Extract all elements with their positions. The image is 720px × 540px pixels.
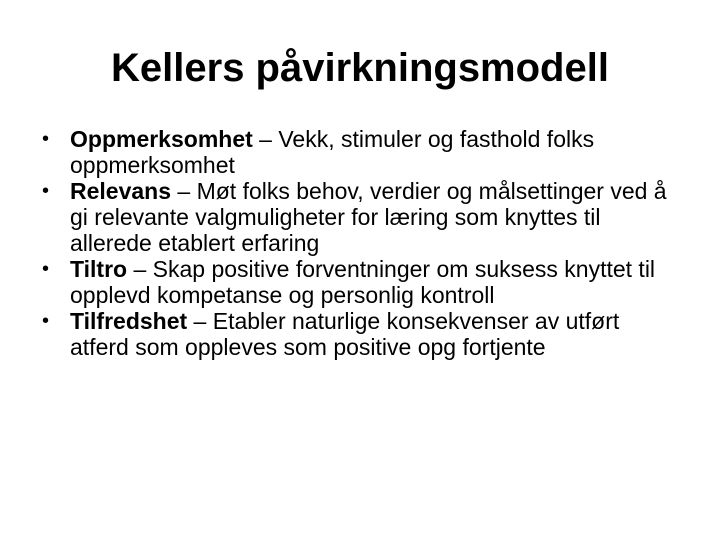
- bullet-text: – Møt folks behov, verdier og målsettinger ved å gi relevante valgmuligheter for læring som knyttes til allerede etablert erfaring: [70, 178, 667, 256]
- bullet-text: – Skap positive forventninger om suksess knyttet til opplevd kompetanse og personlig kontroll: [70, 256, 656, 308]
- bullet-item-relevans: [30, 178, 680, 256]
- bullet-list: [30, 126, 680, 360]
- bullet-item-tilfredshet: [30, 308, 680, 360]
- bullet-text: – Vekk, stimuler og fasthold folks oppmerksomhet: [70, 126, 595, 178]
- bullet-item-oppmerksomhet: [30, 126, 680, 178]
- bullet-item-tiltro: [30, 256, 680, 308]
- bullet-icon: •: [42, 310, 50, 332]
- bullet-text: – Etabler naturlige konsekvenser av utført atferd som oppleves som positive opg fortjente: [70, 308, 620, 360]
- bullet-icon: •: [42, 128, 50, 150]
- bullet-icon: •: [42, 258, 50, 280]
- bullet-term: Tilfredshet: [70, 308, 188, 334]
- bullet-term: Relevans: [70, 178, 172, 204]
- bullet-icon: •: [42, 180, 50, 202]
- slide-title: Kellers påvirkningsmodell: [111, 46, 609, 90]
- bullet-term: Oppmerksomhet: [70, 126, 253, 152]
- bullet-term: Tiltro: [70, 256, 128, 282]
